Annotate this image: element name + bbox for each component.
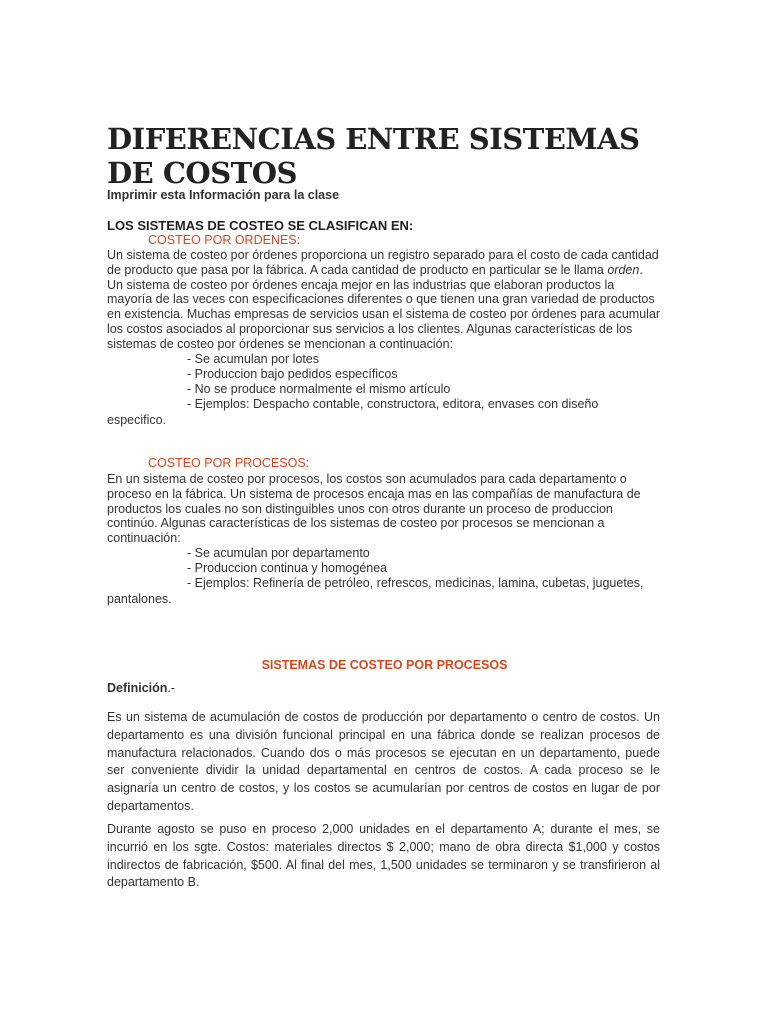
procesos-list xyxy=(107,546,662,607)
list-item: - Se acumulan por lotes xyxy=(187,352,320,366)
list-item-tail: pantalones. xyxy=(107,592,172,606)
example-paragraph: Durante agosto se puso en proceso 2,000 unidades en el departamento A; durante el mes, se incurrió en los sgte. Costos: materiales directos $ 2,000; mano de obra directa $1,000 y costos indirectos de fabricación, $500. Al final del mes, 1,500 unidades se terminaron y se transfirieron al departamento B. xyxy=(107,822,660,890)
list-item-tail: especifico. xyxy=(107,413,167,427)
ordenes-text-1: Un sistema de costeo por órdenes proporciona un registro separado para el costo de cada cantidad de producto que pasa por la fábrica. A cada cantidad de producto en particular se le llama xyxy=(107,248,659,277)
ordenes-italic-word: orden xyxy=(607,262,640,277)
definition-word: Definición xyxy=(107,681,168,695)
ordenes-title: COSTEO POR ORDENES: xyxy=(148,233,301,247)
list-item: - Produccion continua y homogénea xyxy=(187,561,388,575)
procesos-paragraph: En un sistema de costeo por procesos, los costos son acumulados para cada departamento o proceso en la fábrica. Un sistema de procesos encaja mas en las compañías de manufactura de productos los cuales no son distinguibles unos con otros durante un proceso de produccion continúo. Algunas características de los sistemas de costeo por procesos se mencionan a continuación: xyxy=(107,472,641,546)
procesos-title: COSTEO POR PROCESOS: xyxy=(148,456,310,470)
list-item: - No se produce normalmente el mismo artículo xyxy=(187,382,451,396)
ordenes-text-2: . Un sistema de costeo por órdenes encaja mejor en las industrias que elaboran productos la mayoría de las veces con especificaciones diferentes o que tienen una gran variedad de productos en existencia. Muchas empresas de servicios usan el sistema de costeo por órdenes para acumular los costos asociados al proporcionar sus servicios a los clientes. Algunas características de los sistemas de costeo por órdenes se mencionan a continuación: xyxy=(107,262,661,351)
list-item: - Ejemplos: Refinería de petróleo, refrescos, medicinas, lamina, cubetas, juguetes, xyxy=(187,576,644,590)
list-item: - Produccion bajo pedidos específicos xyxy=(187,367,398,381)
definition-suffix: .- xyxy=(167,681,176,695)
print-link[interactable]: Imprimir esta Información para la clase xyxy=(107,188,340,202)
ordenes-paragraph xyxy=(107,248,662,352)
sistemas-title: SISTEMAS DE COSTEO POR PROCESOS xyxy=(261,658,508,672)
definition-label xyxy=(107,681,175,695)
definition-paragraph: Es un sistema de acumulación de costos de producción por departamento o centro de costos. Un departamento es una división funcional principal en una fábrica donde se realizan procesos de manufactura relacionados. Cuando dos o más procesos se ejecutan en un departamento, puede ser conveniente dividir la unidad departamental en centros de costos. A cada proceso se le asignaría un centro de costos, y los costos se acumularían por centros de costos en lugar de por departamentos. xyxy=(107,710,660,813)
list-item: - Se acumulan por departamento xyxy=(187,546,370,560)
ordenes-list xyxy=(107,352,662,428)
page-title: DIFERENCIAS ENTRE SISTEMAS DE COSTOS xyxy=(107,122,640,190)
list-item: - Ejemplos: Despacho contable, constructora, editora, envases con diseño xyxy=(187,397,599,411)
section-heading: LOS SISTEMAS DE COSTEO SE CLASIFICAN EN: xyxy=(107,218,414,233)
